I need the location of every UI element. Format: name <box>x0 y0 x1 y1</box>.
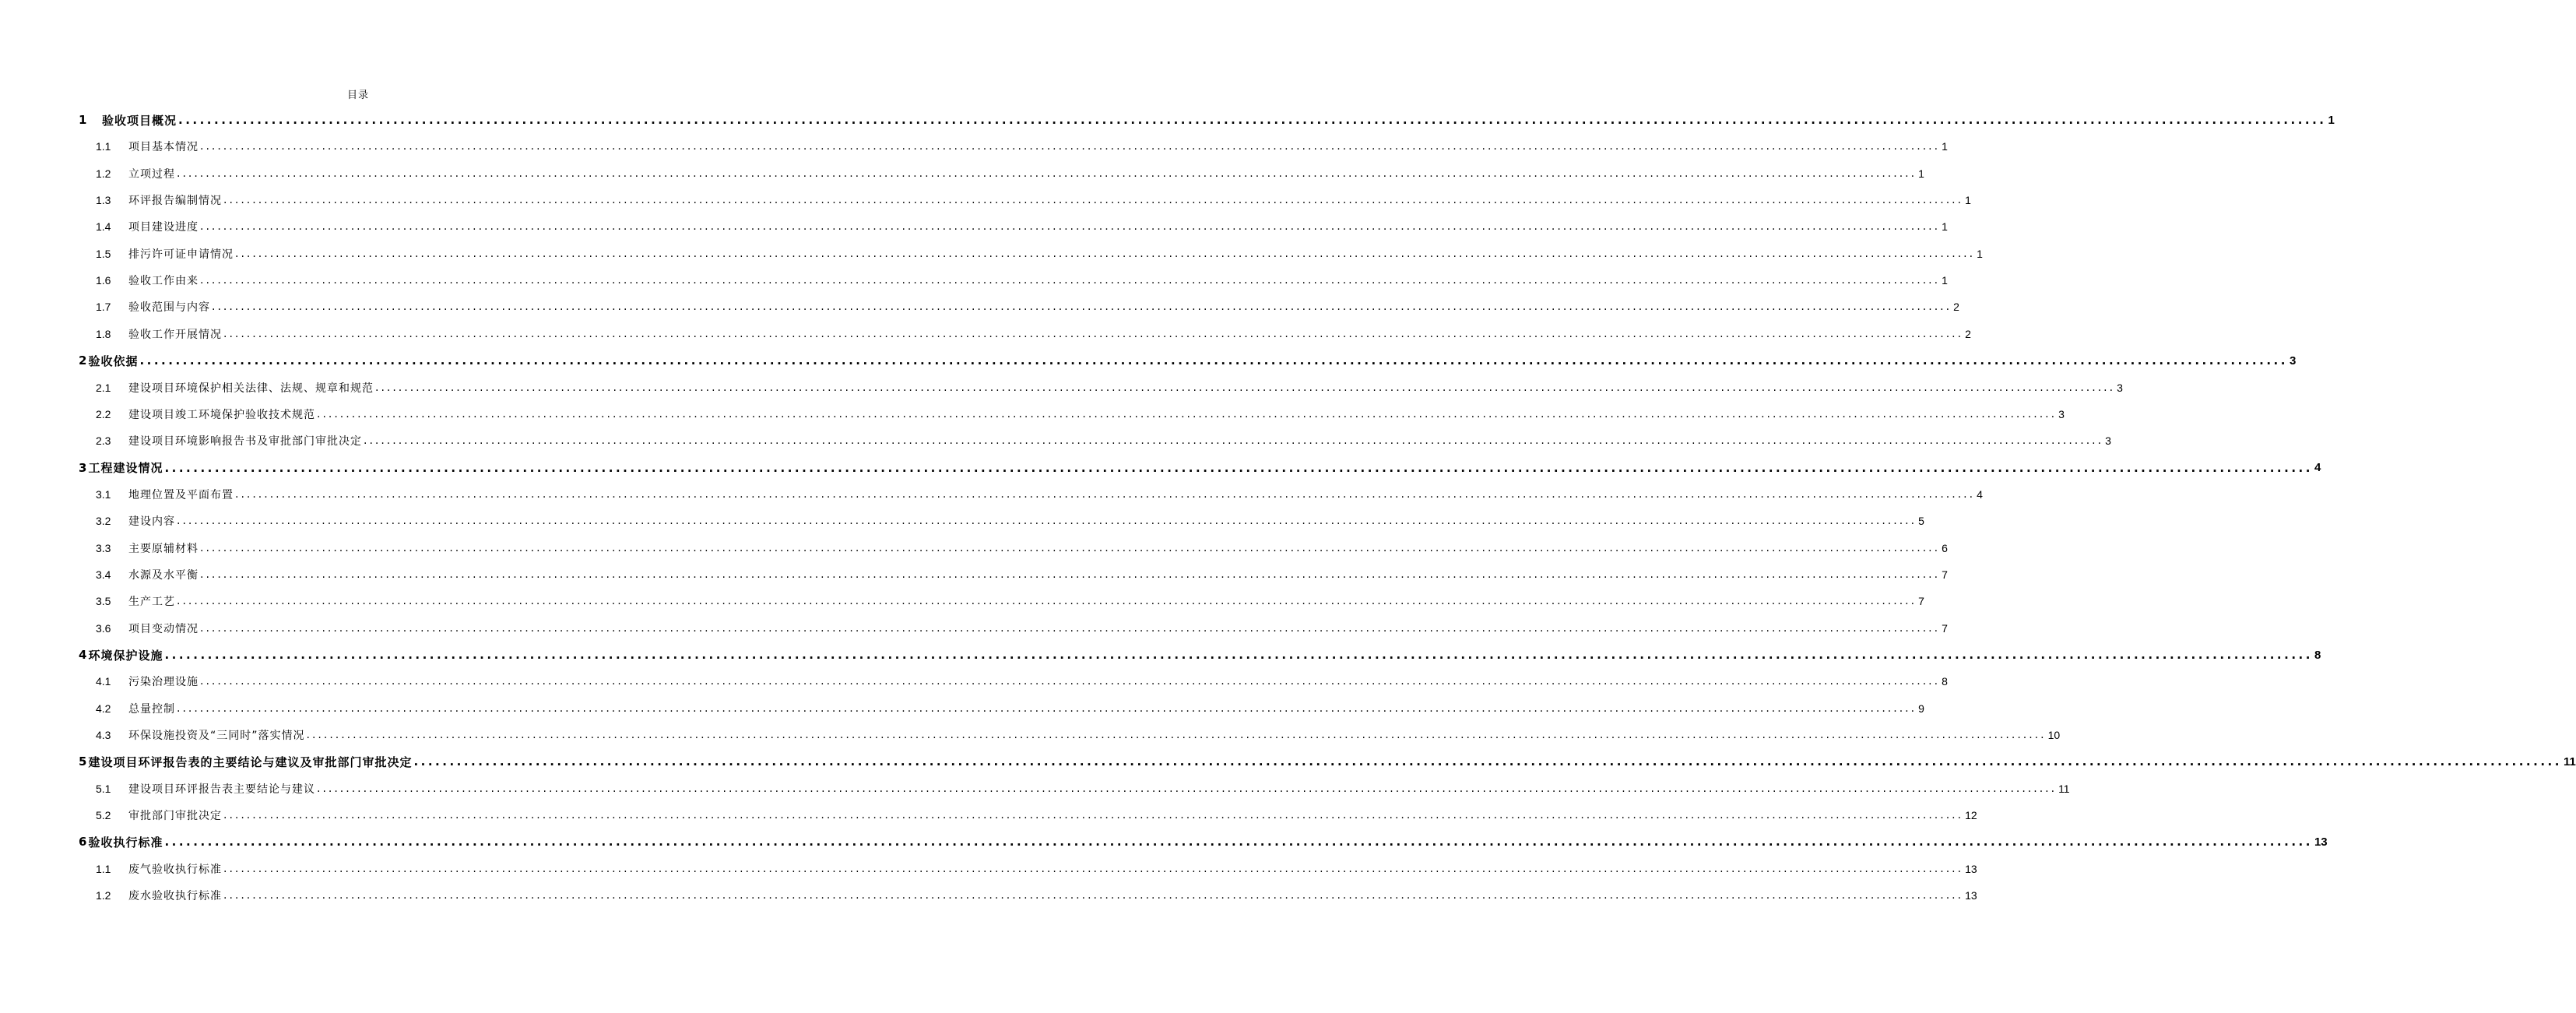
toc-entry-line <box>79 645 2321 665</box>
toc-entry-text: 建设内容 <box>128 515 175 529</box>
toc-dot-leader: ............................................................................................................................................................................................................................................................................................................ <box>200 621 1941 635</box>
toc-entry-page: 3 <box>2058 407 2065 420</box>
toc-entry-number: 6 <box>79 835 87 849</box>
toc-section-entry[interactable] <box>0 241 1983 267</box>
toc-dot-leader: ............................................................................................................................................................................................................................................................................................................ <box>200 140 1941 153</box>
toc-entry-text: 主要原辅材料 <box>128 542 199 555</box>
toc-entry-text: 排污许可证申请情况 <box>128 248 234 261</box>
toc-entry-line <box>96 244 1983 264</box>
toc-entry-line <box>96 324 1971 344</box>
toc-entry-number: 1.8 <box>96 327 111 340</box>
toc-entry-text: 工程建设情况 <box>88 461 163 476</box>
toc-entry-text: 验收范围与内容 <box>128 301 210 315</box>
toc-entry-page: 8 <box>2314 648 2321 662</box>
toc-entry-number: 2 <box>79 353 87 368</box>
toc-entry-number: 5.1 <box>96 782 111 795</box>
toc-entry-number: 4.3 <box>96 729 111 742</box>
toc-entry-text: 地理位置及平面布置 <box>128 488 234 501</box>
toc-dot-leader: ............................................................................................................................................................................................................................................................................................................ <box>177 595 1917 608</box>
toc-entry-line <box>96 671 1948 691</box>
toc-entry-number: 1.2 <box>96 167 111 180</box>
toc-section-entry[interactable] <box>0 401 2065 427</box>
toc-entry-text: 验收项目概况 <box>102 113 177 128</box>
toc-entry-text: 总量控制 <box>128 702 175 716</box>
toc-entry-text: 项目基本情况 <box>128 141 199 154</box>
toc-dot-leader: ............................................................................................................................................................................................................................................................................................................ <box>200 675 1941 688</box>
toc-entry-page: 1 <box>2328 113 2335 127</box>
toc-entry-line <box>79 350 2297 371</box>
toc-section-entry[interactable] <box>0 615 1948 642</box>
toc-entry-page: 1 <box>1942 140 1948 153</box>
toc-entry-text: 验收执行标准 <box>88 835 163 849</box>
toc-entry-page: 13 <box>1965 889 1977 902</box>
toc-entry-page: 3 <box>2289 353 2297 368</box>
toc-dot-leader: ............................................................................................................................................................................................................................................................................................................ <box>139 353 2288 368</box>
toc-entry-page: 2 <box>1953 301 1959 314</box>
toc-dot-leader: ............................................................................................................................................................................................................................................................................................................ <box>200 568 1941 581</box>
toc-entry-text: 验收工作由来 <box>128 275 199 288</box>
toc-section-entry[interactable] <box>0 321 1971 347</box>
toc-entry-text: 废水验收执行标准 <box>128 890 222 903</box>
toc-entry-line <box>96 484 1983 505</box>
toc-entry-line <box>96 164 1924 184</box>
toc-entry-line <box>96 779 2070 799</box>
toc-entry-page: 5 <box>1918 515 1924 528</box>
toc-entry-line <box>96 431 2111 451</box>
toc-dot-leader: ............................................................................................................................................................................................................................................................................................................ <box>317 407 2058 420</box>
toc-entry-page: 4 <box>1977 487 1983 501</box>
toc-entry-line <box>96 698 1924 719</box>
toc-entry-number: 1 <box>79 113 87 127</box>
toc-dot-leader: ............................................................................................................................................................................................................................................................................................................ <box>177 702 1917 715</box>
toc-entry-page: 1 <box>1942 220 1948 234</box>
toc-entry-number: 1.2 <box>96 889 111 902</box>
toc-dot-leader: ............................................................................................................................................................................................................................................................................................................ <box>200 541 1941 554</box>
toc-dot-leader: ............................................................................................................................................................................................................................................................................................................ <box>223 194 1964 207</box>
toc-entry-page: 2 <box>1965 327 1971 340</box>
toc-section-entry[interactable] <box>0 776 2070 802</box>
toc-entry-number: 1.4 <box>96 220 111 234</box>
toc-entry-page: 12 <box>1965 809 1977 822</box>
toc-entry-line <box>96 565 1948 585</box>
toc-entry-line <box>96 859 1977 879</box>
toc-dot-leader: ............................................................................................................................................................................................................................................................................................................ <box>200 220 1941 234</box>
toc-entry-line <box>96 270 1948 290</box>
toc-section-entry[interactable] <box>0 187 1971 213</box>
toc-entry-line <box>79 110 2335 130</box>
toc-entry-text: 验收依据 <box>88 353 139 368</box>
toc-dot-leader: ............................................................................................................................................................................................................................................................................................................ <box>164 835 2313 849</box>
toc-entry-number: 3.6 <box>96 621 111 635</box>
toc-entry-page: 3 <box>2117 381 2123 394</box>
toc-entry-text: 生产工艺 <box>128 596 175 609</box>
toc-section-entry[interactable] <box>0 856 1977 882</box>
toc-entry-number: 1.3 <box>96 194 111 207</box>
toc-dot-leader: ............................................................................................................................................................................................................................................................................................................ <box>375 381 2116 394</box>
toc-entry-line <box>96 618 1948 638</box>
toc-dot-leader: ............................................................................................................................................................................................................................................................................................................ <box>212 301 1952 314</box>
toc-section-entry[interactable] <box>0 213 1948 240</box>
toc-entry-page: 13 <box>1965 862 1977 875</box>
toc-dot-leader: ............................................................................................................................................................................................................................................................................................................ <box>317 782 2058 795</box>
toc-section-entry[interactable] <box>0 561 1948 588</box>
toc-section-entry[interactable] <box>0 427 2111 454</box>
toc-section-entry[interactable] <box>0 722 2061 748</box>
toc-dot-leader: ............................................................................................................................................................................................................................................................................................................ <box>235 247 1976 260</box>
toc-entry-number: 2.1 <box>96 381 111 394</box>
toc-entry-number: 2.3 <box>96 434 111 448</box>
toc-dot-leader: ............................................................................................................................................................................................................................................................................................................ <box>235 487 1976 501</box>
toc-entry-line <box>96 538 1948 558</box>
toc-chapter-entry[interactable] <box>0 748 2576 775</box>
toc-entry-page: 11 <box>2563 754 2576 769</box>
toc-entry-text: 项目建设进度 <box>128 221 199 234</box>
toc-entry-number: 4.1 <box>96 675 111 688</box>
toc-entry-page: 7 <box>1942 568 1948 581</box>
toc-section-entry[interactable] <box>0 535 1948 561</box>
toc-entry-number: 1.7 <box>96 301 111 314</box>
toc-entry-text: 建设项目竣工环境保护验收技术规范 <box>128 408 315 421</box>
toc-chapter-entry[interactable] <box>0 828 2328 855</box>
toc-entry-line <box>96 805 1977 825</box>
toc-entry-text: 建设项目环评报告表的主要结论与建议及审批部门审批决定 <box>88 754 413 769</box>
toc-entry-line <box>96 190 1971 210</box>
toc-section-entry[interactable] <box>0 668 1948 695</box>
toc-section-entry[interactable] <box>0 160 1924 187</box>
toc-entry-number: 5 <box>79 754 87 769</box>
toc-entry-line <box>96 511 1924 531</box>
toc-section-entry[interactable] <box>0 508 1924 534</box>
toc-dot-leader: ............................................................................................................................................................................................................................................................................................................ <box>164 648 2313 662</box>
toc-entry-page: 11 <box>2058 782 2070 795</box>
toc-section-entry[interactable] <box>0 133 1948 160</box>
toc-entry-line <box>79 458 2321 478</box>
toc-entry-line <box>96 404 2065 424</box>
toc-entry-number: 1.1 <box>96 862 111 875</box>
toc-entry-line <box>79 751 2576 772</box>
toc-entry-number: 3.5 <box>96 595 111 608</box>
toc-chapter-entry[interactable] <box>0 642 2321 668</box>
toc-entry-line <box>96 216 1948 237</box>
toc-dot-leader: ............................................................................................................................................................................................................................................................................................................ <box>223 327 1964 340</box>
toc-dot-leader: ............................................................................................................................................................................................................................................................................................................ <box>364 434 2104 448</box>
toc-entry-number: 1.6 <box>96 274 111 287</box>
toc-entry-page: 7 <box>1942 621 1948 635</box>
toc-dot-leader: ............................................................................................................................................................................................................................................................................................................ <box>223 889 1964 902</box>
toc-entry-text: 建设项目环境保护相关法律、法规、规章和规范 <box>128 382 374 395</box>
toc-entry-number: 4.2 <box>96 702 111 715</box>
toc-dot-leader: ............................................................................................................................................................................................................................................................................................................ <box>164 460 2313 475</box>
toc-entry-line <box>96 591 1924 611</box>
toc-entry-text: 建设项目环境影响报告书及审批部门审批决定 <box>128 435 362 448</box>
toc-section-entry[interactable] <box>0 375 2123 401</box>
toc-entry-page: 6 <box>1942 541 1948 554</box>
toc-entry-line <box>96 378 2123 398</box>
toc-entry-page: 13 <box>2314 835 2328 849</box>
toc-entry-page: 7 <box>1918 595 1924 608</box>
toc-chapter-entry[interactable] <box>0 455 2321 481</box>
toc-entry-number: 4 <box>79 648 87 662</box>
toc-dot-leader: ............................................................................................................................................................................................................................................................................................................ <box>177 515 1917 528</box>
toc-entry-number: 5.2 <box>96 809 111 822</box>
toc-entry-text: 立项过程 <box>128 167 175 181</box>
toc-entry-text: 环保设施投资及“三同时”落实情况 <box>128 730 305 743</box>
toc-entry-line <box>96 885 1977 906</box>
toc-entry-line <box>96 297 1959 317</box>
toc-entry-page: 4 <box>2314 461 2321 475</box>
toc-entry-number: 3.1 <box>96 487 111 501</box>
toc-entry-line <box>79 832 2328 852</box>
toc-entry-number: 3.3 <box>96 541 111 554</box>
toc-entry-page: 8 <box>1942 675 1948 688</box>
toc-dot-leader: ............................................................................................................................................................................................................................................................................................................ <box>200 274 1941 287</box>
toc-entry-text: 水源及水平衡 <box>128 568 199 582</box>
toc-entry-number: 3 <box>79 460 87 475</box>
toc-dot-leader: ............................................................................................................................................................................................................................................................................................................ <box>223 862 1964 875</box>
toc-entry-number: 1.1 <box>96 140 111 153</box>
toc-entry-text: 环境保护设施 <box>88 648 163 663</box>
toc-entry-number: 1.5 <box>96 247 111 260</box>
toc-section-entry[interactable] <box>0 882 1977 909</box>
toc-dot-leader: ............................................................................................................................................................................................................................................................................................................ <box>306 729 2047 742</box>
toc-chapter-entry[interactable] <box>0 347 2297 374</box>
toc-section-entry[interactable] <box>0 588 1924 614</box>
toc-entry-page: 1 <box>1942 274 1948 287</box>
toc-entry-page: 3 <box>2105 434 2111 448</box>
toc-dot-leader: ............................................................................................................................................................................................................................................................................................................ <box>223 809 1964 822</box>
toc-entry-text: 污染治理设施 <box>128 676 199 689</box>
toc-entry-text: 验收工作开展情况 <box>128 328 222 341</box>
toc-entry-number: 2.2 <box>96 407 111 420</box>
toc-section-entry[interactable] <box>0 294 1959 320</box>
toc-entry-page: 10 <box>2047 729 2061 742</box>
toc-entry-page: 9 <box>1918 702 1924 715</box>
toc-section-entry[interactable] <box>0 802 1977 828</box>
toc-entry-page: 1 <box>1918 167 1924 180</box>
toc-section-entry[interactable] <box>0 695 1924 722</box>
toc-dot-leader: ............................................................................................................................................................................................................................................................................................................ <box>178 113 2327 127</box>
toc-entry-number: 3.4 <box>96 568 111 581</box>
toc-entry-page: 1 <box>1965 194 1971 207</box>
toc-entry-text: 环评报告编制情况 <box>128 195 222 208</box>
toc-dot-leader: ............................................................................................................................................................................................................................................................................................................ <box>413 754 2562 769</box>
toc-entry-text: 审批部门审批决定 <box>128 810 222 823</box>
toc-entry-line <box>96 136 1948 157</box>
toc-entry-text: 项目变动情况 <box>128 622 199 635</box>
toc-section-entry[interactable] <box>0 267 1948 294</box>
toc-dot-leader: ............................................................................................................................................................................................................................................................................................................ <box>177 167 1917 180</box>
toc-entry-text: 建设项目环评报告表主要结论与建议 <box>128 783 315 796</box>
toc-title: 目录 <box>346 90 369 101</box>
toc-entry-line <box>96 725 2061 745</box>
toc-entry-page: 1 <box>1977 247 1983 260</box>
toc-entry-number: 3.2 <box>96 515 111 528</box>
toc-chapter-entry[interactable] <box>0 107 2335 133</box>
toc-entry-text: 废气验收执行标准 <box>128 863 222 876</box>
toc-section-entry[interactable] <box>0 481 1983 508</box>
